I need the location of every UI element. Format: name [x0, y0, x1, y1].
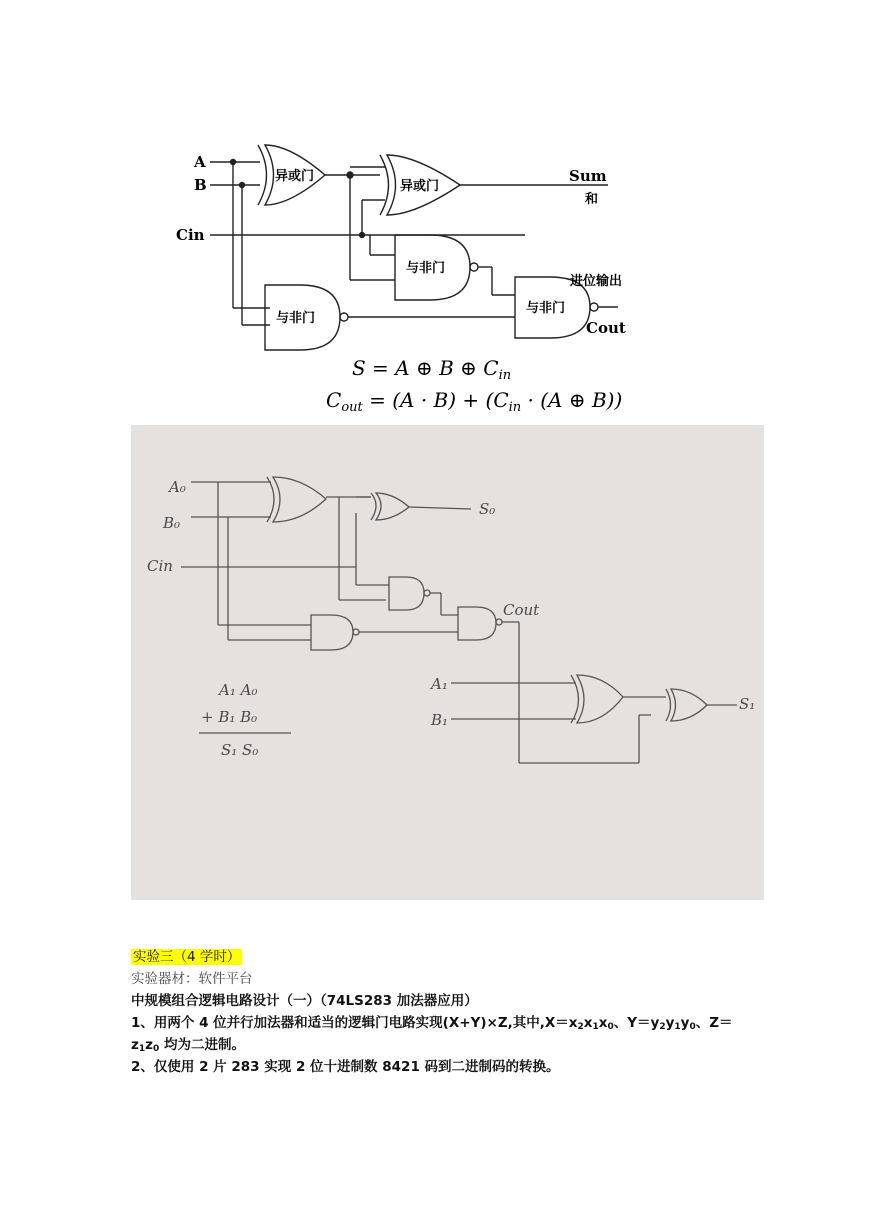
cout-output-label: Cout: [586, 319, 626, 337]
experiment-text: [131, 946, 771, 1078]
xor-gate-2-label: 异或门: [400, 179, 440, 194]
label-cout: Cout: [503, 601, 540, 619]
equipment-line: 实验器材：软件平台: [131, 971, 253, 987]
experiment-title: 中规模组合逻辑电路设计（一）（74LS283 加法器应用）: [131, 993, 478, 1009]
carry-out-cn-label: 进位输出: [570, 274, 623, 289]
task-1-line-1: 1、用两个 4 位并行加法器和适当的逻辑门电路实现(X+Y)×Z,其中$,X=x_2x_1x_0$、$Y=y_2y_1y_0$、Z＝: [131, 1015, 733, 1032]
label-a0: A₀: [169, 478, 186, 496]
full-adder-schematic: [130, 95, 750, 420]
sum-row-1: A₁ A₀: [219, 681, 258, 699]
task-2: 2、仅使用 2 片 283 实现 2 位十进制数 8421 码到二进制码的转换。: [131, 1059, 560, 1075]
sum-row-2: + B₁ B₀: [201, 708, 258, 726]
input-cin-label: Cin: [176, 226, 205, 244]
label-a1: A₁: [431, 675, 448, 693]
label-b1: B₁: [431, 711, 449, 729]
hand-drawn-schematic: [131, 425, 764, 900]
label-cin: Cin: [147, 557, 173, 575]
sum-formula: S = A ⊕ B ⊕ $C_{in}$: [352, 356, 512, 383]
hand-drawn-adder-photo: [131, 425, 764, 900]
task-1-line-2: $z_1z_0$ 均为二进制。: [131, 1037, 245, 1054]
sum-output-label: Sum: [569, 167, 607, 185]
nand-gate-3-label: 与非门: [526, 301, 566, 316]
label-s1: S₁: [739, 695, 756, 713]
input-a-label: A: [194, 153, 206, 171]
label-s0: S₀: [479, 500, 496, 518]
input-b-label: B: [194, 176, 207, 194]
cout-formula: $C_{out} = (A \cdot B) + (C_{in} \cdot (A$ ⊕ B)): [326, 388, 623, 415]
nand-gate-1-label: 与非门: [406, 261, 446, 276]
full-adder-diagram: [130, 95, 750, 420]
xor-gate-1-label: 异或门: [275, 169, 315, 184]
sum-cn-label: 和: [585, 192, 599, 207]
nand-gate-2-label: 与非门: [276, 311, 316, 326]
label-b0: B₀: [163, 514, 181, 532]
experiment-heading: 实验三（4 学时）: [133, 949, 241, 965]
sum-row-3: S₁ S₀: [221, 741, 259, 759]
